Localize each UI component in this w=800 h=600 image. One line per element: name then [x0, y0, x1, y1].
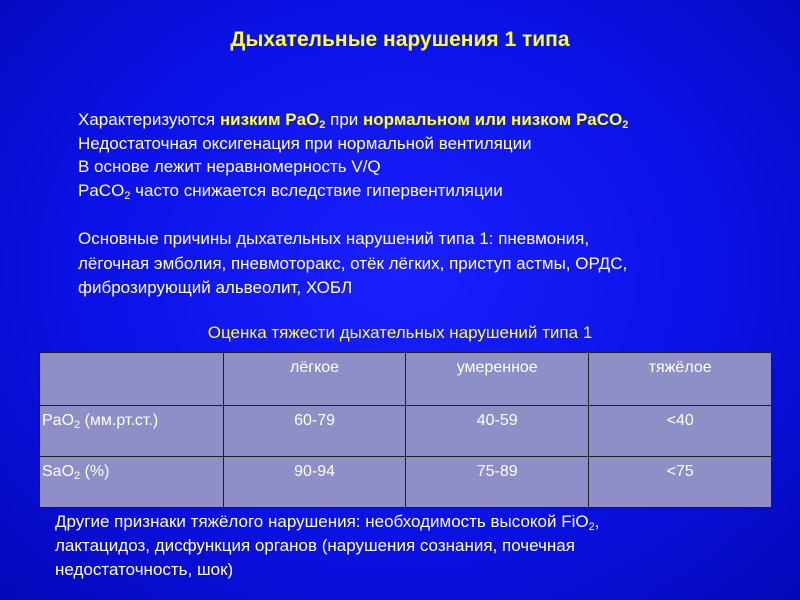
table-cell: 60-79 [223, 406, 405, 457]
table-cell: 40-59 [406, 406, 589, 457]
causes-line-1: Основные причины дыхательных нарушений типа 1: пневмония, [78, 229, 590, 248]
characteristics-block [78, 108, 768, 202]
table-cell: 75-89 [406, 457, 589, 508]
table-header-row [40, 353, 772, 406]
severity-table [39, 352, 772, 508]
table-caption: Оценка тяжести дыхательных нарушений типа 1 [207, 323, 593, 342]
header-cell-mild: лёгкое [223, 353, 405, 406]
characteristics-line-2: Недостаточная оксигенация при нормальной вентиляции [78, 133, 532, 153]
header-cell-moderate: умеренное [406, 353, 589, 406]
characteristics-line-1 [78, 108, 768, 132]
table-cell: <40 [589, 406, 772, 457]
other-signs-line-1: Другие признаки тяжёлого нарушения: необходимость высокой FiO$_2$, [55, 512, 600, 533]
table-cell: <75 [589, 457, 772, 508]
causes-line-2: лёгочная эмболия, пневмоторакс, отёк лёгких, приступ астмы, ОРДС, [78, 253, 628, 273]
causes-line-3: фиброзирующий альвеолит, ХОБЛ [78, 278, 353, 297]
low-pao2-highlight: низким PaO$_2$ [219, 110, 326, 131]
table-row-pao2 [40, 406, 772, 457]
other-signs-line-2: лактацидоз, дисфункция органов (нарушения сознания, почечная [55, 536, 575, 555]
text-segment: Характеризуются [78, 110, 220, 129]
table-cell: 90-94 [223, 457, 405, 508]
header-cell-empty [40, 353, 224, 406]
other-signs-line-3: недостаточность, шок) [55, 560, 234, 579]
characteristics-line-4: PaCO$_2$ часто снижается вследствие гипервентиляции [78, 180, 503, 202]
other-signs-block [55, 510, 775, 582]
row-label-pao2: PaO$_2$ (мм.рт.ст.) [40, 406, 224, 457]
header-cell-severe: тяжёлое [589, 353, 772, 406]
slide-title: Дыхательные нарушения 1 типа [230, 28, 570, 51]
row-label-sao2: SaO$_2$ (%) [40, 457, 224, 508]
text-segment: при [325, 110, 364, 129]
causes-block [78, 227, 778, 301]
characteristics-line-3: В основе лежит неравномерность V/Q [78, 157, 381, 176]
table-row-sao2 [40, 457, 772, 508]
paco2-highlight: нормальном или низком PaCO$_2$ [363, 110, 629, 131]
